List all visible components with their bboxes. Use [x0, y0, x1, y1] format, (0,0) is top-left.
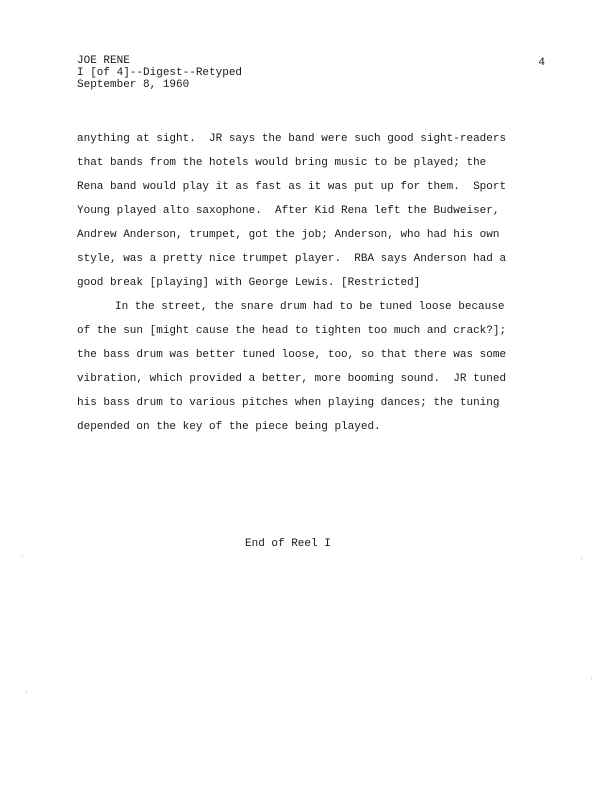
- scan-speck: [591, 678, 592, 679]
- text-line: Rena band would play it as fast as it was put up for them. Sport: [77, 181, 507, 193]
- text-line: Young played alto saxophone. After Kid Rena left the Budweiser,: [77, 205, 500, 217]
- reel-description: I [of 4]--Digest--Retyped: [77, 67, 243, 79]
- text-line: anything at sight. JR says the band were such good sight-readers: [77, 133, 507, 145]
- scan-speck: [22, 556, 23, 557]
- text-line: In the street, the snare drum had to be tuned loose because: [115, 301, 505, 313]
- transcript-body: [77, 127, 557, 439]
- scan-speck: [581, 558, 582, 559]
- text-line: good break [playing] with George Lewis. [Restricted]: [77, 277, 421, 289]
- text-line: the bass drum was better tuned loose, too, so that there was some: [77, 349, 507, 361]
- text-line: Andrew Anderson, trumpet, got the job; Anderson, who had his own: [77, 229, 500, 241]
- document-header: [77, 55, 242, 91]
- text-line: style, was a pretty nice trumpet player. RBA says Anderson had a: [77, 253, 507, 265]
- scan-speck: [26, 691, 27, 692]
- paragraph-2: [77, 295, 557, 439]
- text-line: that bands from the hotels would bring music to be played; the: [77, 157, 487, 169]
- text-line: depended on the key of the piece being played.: [77, 421, 381, 433]
- interview-date: September 8, 1960: [77, 79, 190, 91]
- text-line: of the sun [might cause the head to tighten too much and crack?];: [77, 325, 507, 337]
- page-number: 4: [538, 57, 545, 69]
- text-line: his bass drum to various pitches when playing dances; the tuning: [77, 397, 500, 409]
- interviewee-name: JOE RENE: [77, 55, 130, 67]
- paragraph-1: [77, 127, 557, 295]
- end-of-reel-note: End of Reel I: [245, 538, 331, 550]
- text-line: vibration, which provided a better, more booming sound. JR tuned: [77, 373, 507, 385]
